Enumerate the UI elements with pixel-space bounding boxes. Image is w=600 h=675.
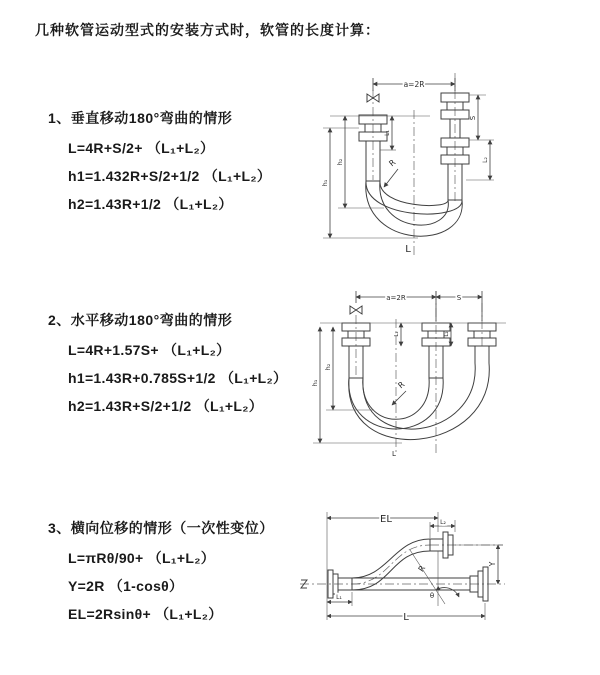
dim-l1: L₁	[336, 594, 342, 601]
dim-l2: L₂	[482, 157, 489, 163]
dim-length: L	[392, 450, 396, 458]
valve-icon	[350, 306, 362, 314]
dim-length: L	[403, 612, 409, 623]
section-horizontal-move	[48, 310, 287, 426]
section-lateral-displacement	[48, 518, 274, 634]
formula-length: L=4R+1.57S+ （L₁+L₂）	[68, 342, 231, 358]
dim-a-2r: a=2R	[386, 294, 406, 302]
dim-h1: h₁	[321, 179, 329, 187]
dim-el: EL	[380, 514, 392, 525]
dim-h2: h₂	[336, 158, 344, 166]
dim-y: Y	[488, 561, 497, 567]
hose-u-bend	[349, 363, 490, 440]
formula-el: EL=2Rsinθ+ （L₁+L₂）	[68, 606, 223, 622]
formula-h1: h1=1.43R+0.785S+1/2 （L₁+L₂）	[68, 370, 288, 386]
label-radius: R	[387, 157, 398, 169]
dim-h1: h₁	[311, 379, 319, 387]
dim-a-2r: a=2R	[403, 80, 425, 89]
dim-l1: L₁	[384, 130, 391, 136]
section-2-heading: 2、水平移动180°弯曲的情形	[48, 312, 233, 328]
section-vertical-move	[48, 108, 271, 224]
dimensions	[311, 291, 506, 458]
dim-s: S	[456, 294, 462, 302]
formula-h2: h2=1.43R+1/2 （L₁+L₂）	[68, 196, 233, 212]
formula-length: L=4R+S/2+ （L₁+L₂）	[68, 140, 215, 156]
dimensions	[321, 78, 494, 255]
diagram-vertical-move-180	[318, 68, 600, 260]
label-radius: R	[396, 379, 407, 391]
dim-h2: h₂	[324, 363, 332, 371]
dimensions	[327, 512, 503, 623]
section-1-formulas	[68, 140, 271, 212]
dim-l1: L₁	[394, 331, 400, 337]
formula-h2: h2=1.43R+S/2+1/2 （L₁+L₂）	[68, 398, 264, 414]
dim-s: S	[469, 115, 477, 121]
label-theta: θ	[429, 592, 435, 600]
dim-l2: L₂	[440, 519, 446, 526]
hose-assembly	[301, 532, 488, 601]
diagram-horizontal-move-180	[306, 283, 596, 461]
section-3-heading: 3、横向位移的情形（一次性变位）	[48, 520, 274, 536]
hose-assembly	[342, 306, 496, 440]
centerlines	[356, 291, 482, 455]
dim-l2: L₂	[444, 331, 450, 337]
section-1-heading: 1、垂直移动180°弯曲的情形	[48, 110, 233, 126]
page-title: 几种软管运动型式的安装方式时，软管的长度计算：	[35, 22, 380, 38]
formula-h1: h1=1.432R+S/2+1/2 （L₁+L₂）	[68, 168, 272, 184]
section-3-formulas	[68, 550, 274, 622]
diagram-lateral-displacement	[298, 498, 598, 660]
formula-length: L=πRθ/90+ （L₁+L₂）	[68, 550, 216, 566]
formula-y: Y=2R （1-cosθ）	[68, 578, 184, 594]
section-2-formulas	[68, 342, 287, 414]
label-radius: R	[416, 563, 428, 574]
dim-length: L	[405, 244, 411, 255]
